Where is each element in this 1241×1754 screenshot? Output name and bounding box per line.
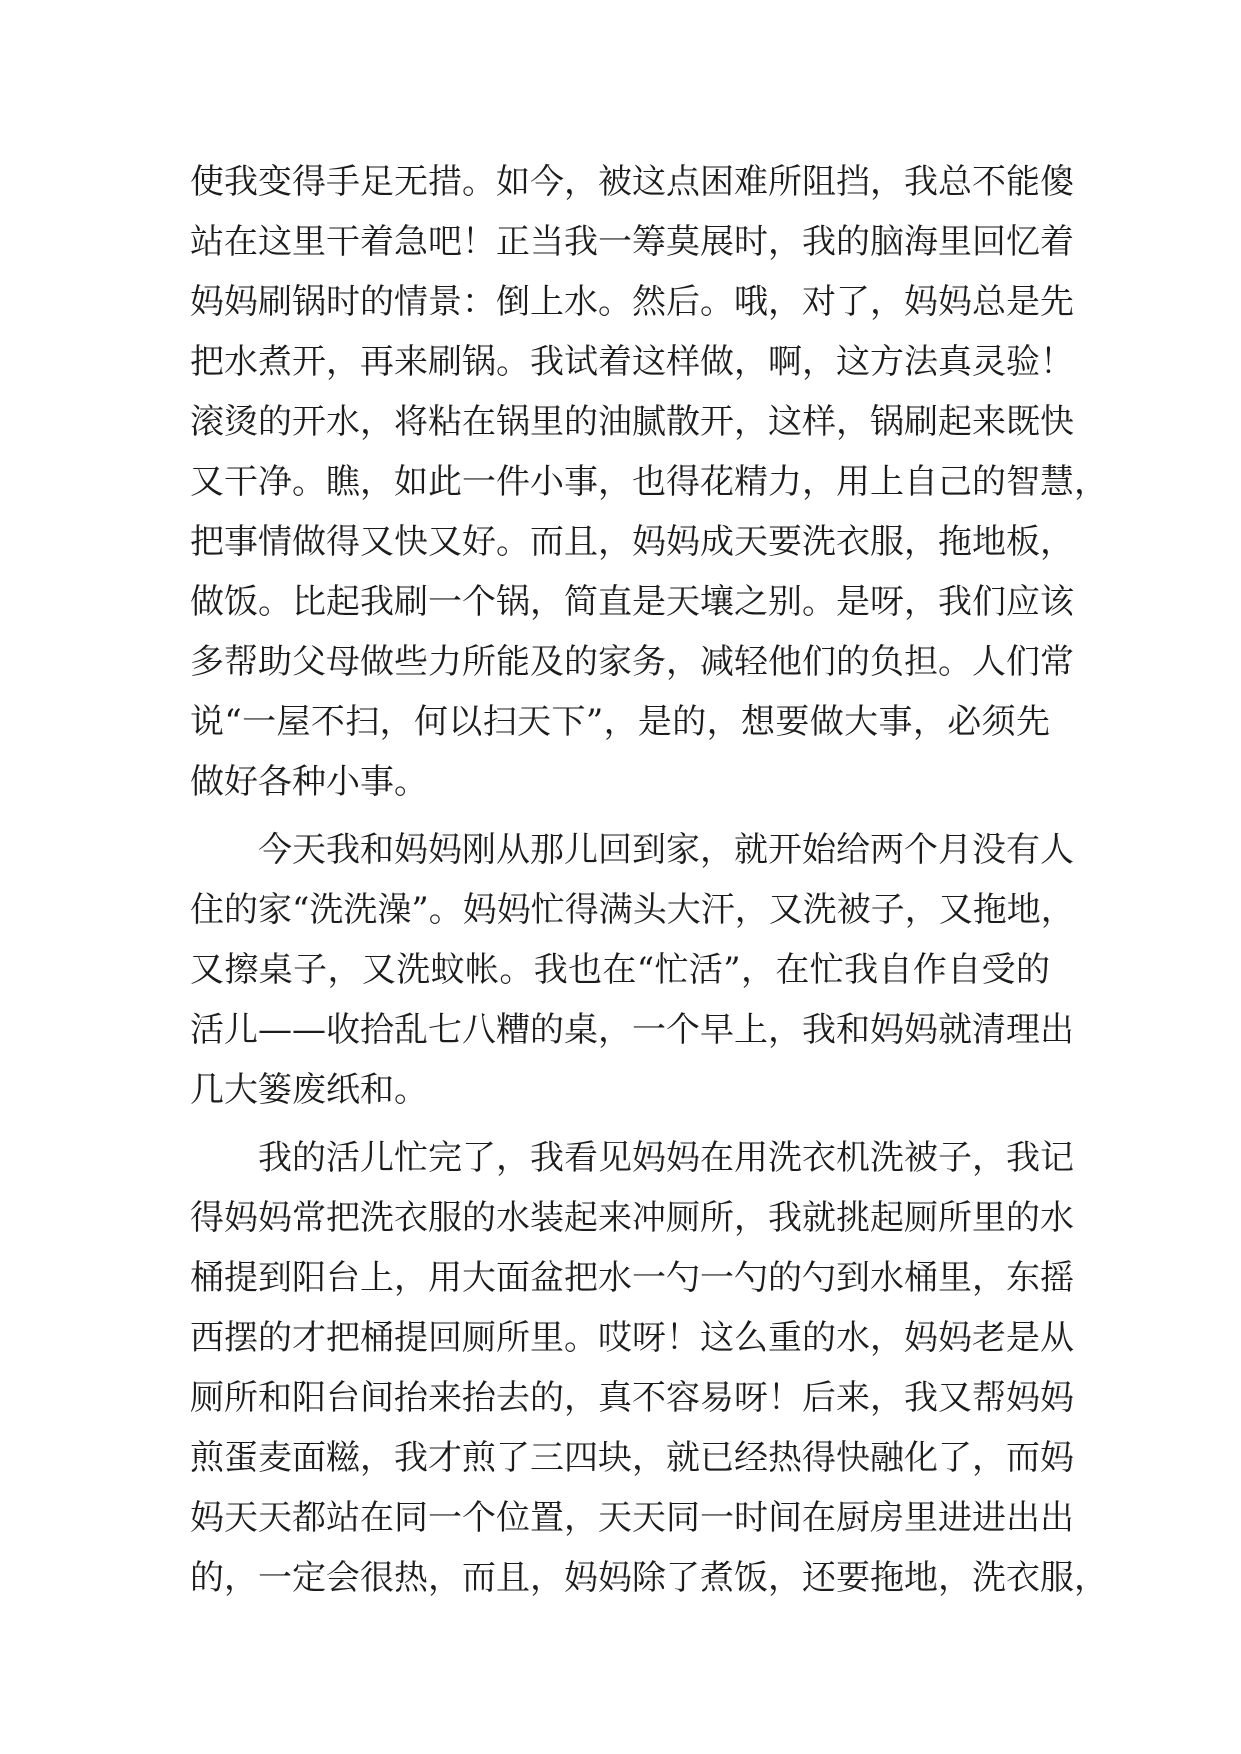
paragraph-1 [190, 152, 1108, 812]
text-line: 我的活儿忙完了，我看见妈妈在用洗衣机洗被子，我记 [258, 1138, 1074, 1178]
paragraph-3 [190, 1128, 1108, 1608]
paragraph-gap [190, 1120, 1050, 1128]
text-line: 妈天天都站在同一个位置，天天同一时间在厨房里进进出出 [190, 1498, 1074, 1538]
text-line: 厕所和阳台间抬来抬去的，真不容易呀！后来，我又帮妈妈 [190, 1378, 1074, 1418]
text-line: 又干净。瞧，如此一件小事，也得花精力，用上自己的智慧， [190, 462, 1108, 502]
text-line: 今天我和妈妈刚从那儿回到家，就开始给两个月没有人 [258, 830, 1074, 870]
text-line: 站在这里干着急吧！正当我一筹莫展时，我的脑海里回忆着 [190, 222, 1074, 262]
text-line: 桶提到阳台上，用大面盆把水一勺一勺的勺到水桶里，东摇 [190, 1258, 1074, 1298]
document-body [190, 152, 1108, 1608]
text-line: 的，一定会很热，而且，妈妈除了煮饭，还要拖地，洗衣服， [190, 1558, 1108, 1598]
text-line: 又擦桌子，又洗蚊帐。我也在“忙活”，在忙我自作自受的 [190, 950, 1050, 990]
text-line: 说“一屋不扫，何以扫天下”，是的，想要做大事，必须先 [190, 702, 1050, 742]
text-line: 滚烫的开水，将粘在锅里的油腻散开，这样，锅刷起来既快 [190, 402, 1074, 442]
text-line: 使我变得手足无措。如今，被这点困难所阻挡，我总不能傻 [190, 162, 1074, 202]
text-line: 做好各种小事。 [190, 762, 428, 802]
text-line: 住的家“洗洗澡”。妈妈忙得满头大汗，又洗被子，又拖地， [190, 890, 1075, 930]
text-line: 妈妈刷锅时的情景：倒上水。然后。哦，对了，妈妈总是先 [190, 282, 1074, 322]
text-line: 活儿——收拾乱七八糟的桌，一个早上，我和妈妈就清理出 [190, 1010, 1074, 1050]
text-line: 西摆的才把桶提回厕所里。哎呀！这么重的水，妈妈老是从 [190, 1318, 1074, 1358]
text-line: 得妈妈常把洗衣服的水装起来冲厕所，我就挑起厕所里的水 [190, 1198, 1074, 1238]
paragraph-2 [190, 820, 1075, 1120]
text-line: 做饭。比起我刷一个锅，简直是天壤之别。是呀，我们应该 [190, 582, 1074, 622]
text-line: 把事情做得又快又好。而且，妈妈成天要洗衣服，拖地板， [190, 522, 1074, 562]
text-line: 几大篓废纸和。 [190, 1070, 428, 1110]
text-line: 把水煮开，再来刷锅。我试着这样做，啊，这方法真灵验！ [190, 342, 1074, 382]
text-line: 多帮助父母做些力所能及的家务，减轻他们的负担。人们常 [190, 642, 1074, 682]
text-line: 煎蛋麦面糍，我才煎了三四块，就已经热得快融化了，而妈 [190, 1438, 1074, 1478]
paragraph-gap [190, 812, 1050, 820]
